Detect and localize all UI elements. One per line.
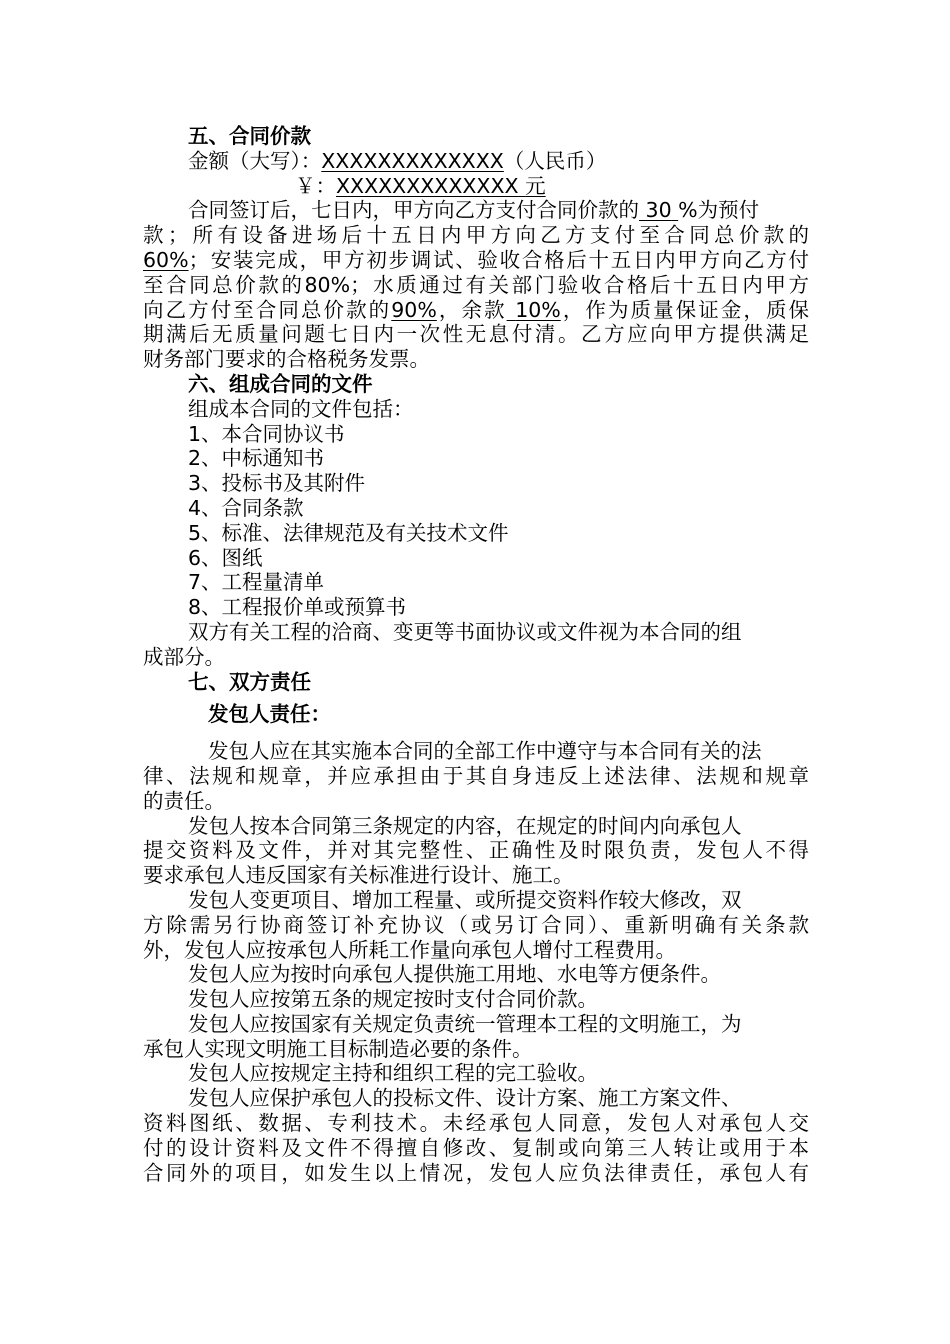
list-item: 2、中标通知书 <box>188 446 325 471</box>
documents-intro: 组成本合同的文件包括： <box>188 396 414 421</box>
payment-paragraph-line: 向乙方付至合同总价款的90%，余款 10%，作为质量保证金，质保 <box>143 297 810 322</box>
payment-paragraph-line: 合同签订后，七日内，甲方向乙方支付合同价款的 30 %为预付 <box>188 198 760 223</box>
paragraph-line: 外，发包人应按承包人所耗工作量向承包人增付工程费用。 <box>143 937 676 962</box>
acceptance-percent: 90% <box>391 297 437 322</box>
paragraph-line: 承包人实现文明施工目标制造必要的条件。 <box>143 1036 533 1061</box>
list-item: 8、工程报价单或预算书 <box>188 595 407 620</box>
paragraph-line: 发包人应按国家有关规定负责统一管理本工程的文明施工，为 <box>188 1011 742 1036</box>
list-item: 3、投标书及其附件 <box>188 471 366 496</box>
list-item: 4、合同条款 <box>188 495 304 520</box>
documents-note-line: 双方有关工程的洽商、变更等书面协议或文件视为本合同的组 <box>188 619 742 644</box>
retention-percent: 10% <box>515 297 561 322</box>
paragraph-line: 要求承包人违反国家有关标准进行设计、施工。 <box>143 863 574 888</box>
amount-number-line <box>143 174 809 199</box>
document-body <box>143 124 809 1185</box>
amount-words-label: 金额（大写）： <box>188 148 322 173</box>
paragraph-line: 发包人应按第五条的规定按时支付合同价款。 <box>188 987 598 1012</box>
list-item: 1、本合同协议书 <box>188 421 345 446</box>
paragraph-line: 发包人应保护承包人的投标文件、设计方案、施工方案文件、 <box>188 1086 742 1111</box>
list-item: 5、标准、法律规范及有关技术文件 <box>188 520 509 545</box>
list-item: 6、图纸 <box>188 545 263 570</box>
paragraph-line: 发包人应为按时向承包人提供施工用地、水电等方便条件。 <box>188 962 721 987</box>
paragraph-line: 的责任。 <box>143 788 225 813</box>
documents-note-line: 成部分。 <box>143 644 225 669</box>
section-heading-responsibilities: 七、双方责任 <box>188 669 311 694</box>
paragraph-line: 资料图纸、数据、专利技术。未经承包人同意，发包人对承包人交 <box>143 1111 809 1136</box>
payment-paragraph-line: 60%；安装完成，甲方初步调试、验收合格后十五日内甲方向乙方付 <box>143 247 809 272</box>
amount-number-label: ￥： <box>295 173 336 198</box>
amount-words-line <box>143 149 809 174</box>
payment-paragraph-line: 期满后无质量问题七日内一次性无息付清。乙方应向甲方提供满足 <box>143 322 809 347</box>
paragraph-line: 付的设计资料及文件不得擅自修改、复制或向第三人转让或用于本 <box>143 1135 809 1160</box>
paragraph-line: 合同外的项目，如发生以上情况，发包人应负法律责任，承包人有 <box>143 1160 809 1185</box>
equipment-percent: 60% <box>143 247 189 272</box>
subheading-employer-responsibilities: 发包人责任： <box>208 702 331 727</box>
paragraph-line: 提交资料及文件，并对其完整性、正确性及时限负责，发包人不得 <box>143 838 809 863</box>
paragraph-line: 发包人应在其实施本合同的全部工作中遵守与本合同有关的法 <box>208 739 762 764</box>
section-heading-contract-documents: 六、组成合同的文件 <box>188 371 373 396</box>
paragraph-line: 发包人变更项目、增加工程量、或所提交资料作较大修改，双 <box>188 887 742 912</box>
payment-paragraph-line: 财务部门要求的合格税务发票。 <box>143 347 430 372</box>
amount-words-suffix: （人民币） <box>503 148 607 173</box>
paragraph-line: 发包人应按规定主持和组织工程的完工验收。 <box>188 1061 598 1086</box>
paragraph-line: 律、法规和规章，并应承担由于其自身违反上述法律、法规和规章 <box>143 763 809 788</box>
paragraph-line: 方除需另行协商签订补充协议（或另订合同）、重新明确有关条款 <box>143 912 809 937</box>
amount-words-value: XXXXXXXXXXXXX <box>321 148 504 173</box>
list-item: 7、工程量清单 <box>188 570 325 595</box>
prepayment-percent: 30 <box>645 198 672 223</box>
payment-paragraph-line: 至合同总价款的80%；水质通过有关部门验收合格后十五日内甲方 <box>143 272 809 297</box>
paragraph-line: 发包人按本合同第三条规定的内容，在规定的时间内向承包人 <box>188 813 742 838</box>
payment-paragraph-line: 款；所有设备进场后十五日内甲方向乙方支付至合同总价款的 <box>143 223 809 248</box>
amount-number-value: XXXXXXXXXXXXX 元 <box>336 173 546 198</box>
section-heading-contract-price: 五、合同价款 <box>188 124 311 148</box>
